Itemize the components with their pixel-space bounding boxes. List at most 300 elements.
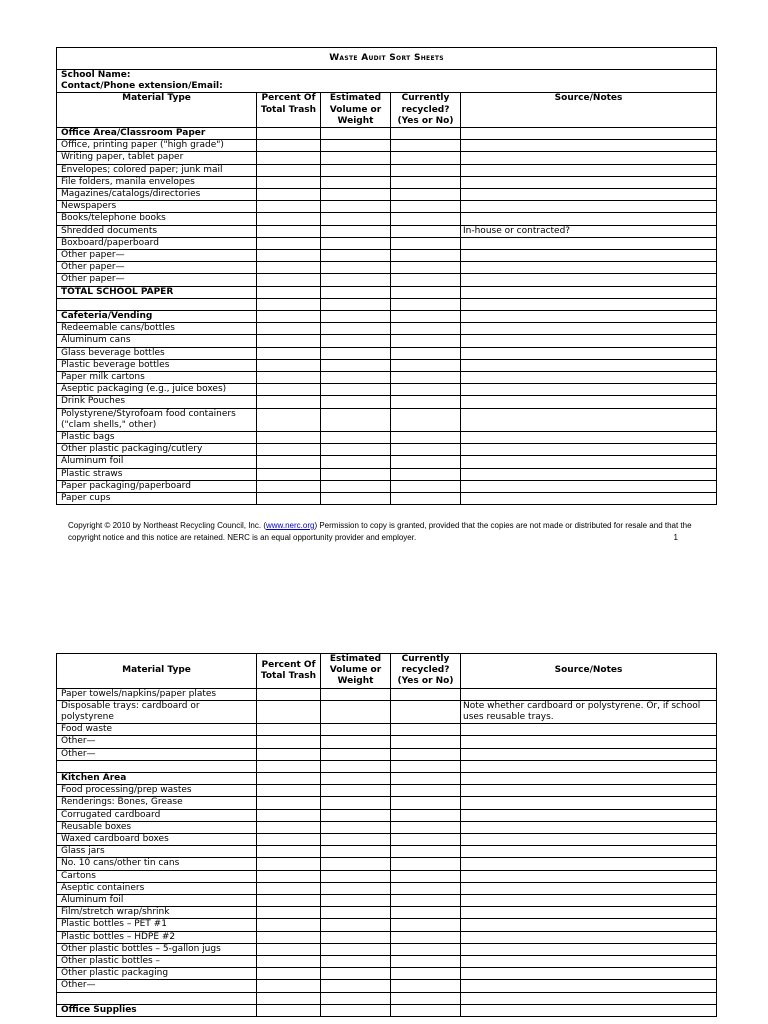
estimated-cell[interactable] <box>321 323 391 335</box>
notes-cell[interactable] <box>461 943 717 955</box>
percent-cell[interactable] <box>257 444 321 456</box>
notes-cell[interactable] <box>461 213 717 225</box>
estimated-cell[interactable] <box>321 444 391 456</box>
notes-cell[interactable] <box>461 760 717 772</box>
notes-cell[interactable] <box>461 907 717 919</box>
percent-cell[interactable] <box>257 225 321 237</box>
recycled-cell[interactable] <box>391 907 461 919</box>
percent-cell[interactable] <box>257 237 321 249</box>
percent-cell[interactable] <box>257 980 321 992</box>
recycled-cell[interactable] <box>391 1004 461 1016</box>
notes-cell[interactable] <box>461 347 717 359</box>
sort-sheet-table-1 <box>56 47 717 505</box>
notes-cell[interactable] <box>461 797 717 809</box>
recycled-cell[interactable] <box>391 189 461 201</box>
percent-cell[interactable] <box>257 176 321 188</box>
material-label: Corrugated cardboard <box>57 809 257 821</box>
col-estimated: Estimated Volume or Weight <box>321 93 391 128</box>
material-label <box>57 760 257 772</box>
estimated-cell[interactable] <box>321 128 391 140</box>
estimated-cell[interactable] <box>321 164 391 176</box>
recycled-cell[interactable] <box>391 225 461 237</box>
table-row <box>57 834 717 846</box>
estimated-cell[interactable] <box>321 858 391 870</box>
notes-cell[interactable]: Note whether cardboard or polystyrene. Or, if school uses reusable trays. <box>461 700 717 723</box>
table-row <box>57 298 717 310</box>
material-label: Paper towels/napkins/paper plates <box>57 688 257 700</box>
notes-cell[interactable] <box>461 286 717 298</box>
table-row <box>57 760 717 772</box>
percent-cell[interactable] <box>257 931 321 943</box>
notes-cell[interactable] <box>461 821 717 833</box>
table-row <box>57 688 717 700</box>
notes-cell[interactable] <box>461 128 717 140</box>
notes-cell[interactable] <box>461 444 717 456</box>
recycled-cell[interactable] <box>391 359 461 371</box>
percent-cell[interactable] <box>257 834 321 846</box>
table-row <box>57 956 717 968</box>
col-estimated: Estimated Volume or Weight <box>321 654 391 689</box>
recycled-cell[interactable] <box>391 943 461 955</box>
notes-cell[interactable] <box>461 1004 717 1016</box>
estimated-cell[interactable] <box>321 785 391 797</box>
notes-cell[interactable] <box>461 250 717 262</box>
recycled-cell[interactable] <box>391 931 461 943</box>
material-label: Film/stretch wrap/shrink <box>57 907 257 919</box>
recycled-cell[interactable] <box>391 152 461 164</box>
material-label: Waxed cardboard boxes <box>57 834 257 846</box>
section-heading: Office Area/Classroom Paper <box>57 128 257 140</box>
recycled-cell[interactable] <box>391 834 461 846</box>
recycled-cell[interactable] <box>391 493 461 505</box>
estimated-cell[interactable] <box>321 468 391 480</box>
material-label: Aluminum cans <box>57 335 257 347</box>
estimated-cell[interactable] <box>321 943 391 955</box>
percent-cell[interactable] <box>257 846 321 858</box>
estimated-cell[interactable] <box>321 748 391 760</box>
recycled-cell[interactable] <box>391 140 461 152</box>
estimated-cell[interactable] <box>321 359 391 371</box>
percent-cell[interactable] <box>257 907 321 919</box>
recycled-cell[interactable] <box>391 250 461 262</box>
notes-cell[interactable] <box>461 785 717 797</box>
percent-cell[interactable] <box>257 992 321 1004</box>
section-row <box>57 286 717 298</box>
estimated-cell[interactable] <box>321 372 391 384</box>
recycled-cell[interactable] <box>391 335 461 347</box>
table-row <box>57 396 717 408</box>
material-label: Office, printing paper ("high grade") <box>57 140 257 152</box>
estimated-cell[interactable] <box>321 809 391 821</box>
percent-cell[interactable] <box>257 213 321 225</box>
notes-cell[interactable] <box>461 968 717 980</box>
percent-cell[interactable] <box>257 748 321 760</box>
table-row <box>57 797 717 809</box>
percent-cell[interactable] <box>257 797 321 809</box>
table-row <box>57 907 717 919</box>
estimated-cell[interactable] <box>321 992 391 1004</box>
estimated-cell[interactable] <box>321 700 391 723</box>
material-label <box>57 298 257 310</box>
estimated-cell[interactable] <box>321 980 391 992</box>
estimated-cell[interactable] <box>321 907 391 919</box>
notes-cell[interactable] <box>461 480 717 492</box>
estimated-cell[interactable] <box>321 821 391 833</box>
recycled-cell[interactable] <box>391 480 461 492</box>
notes-cell[interactable] <box>461 809 717 821</box>
estimated-cell[interactable] <box>321 274 391 286</box>
estimated-cell[interactable] <box>321 408 391 431</box>
recycled-cell[interactable] <box>391 164 461 176</box>
section-row <box>57 128 717 140</box>
estimated-cell[interactable] <box>321 152 391 164</box>
percent-cell[interactable] <box>257 760 321 772</box>
material-label: Other plastic packaging <box>57 968 257 980</box>
sort-sheet-page-1 <box>56 47 716 505</box>
percent-cell[interactable] <box>257 700 321 723</box>
recycled-cell[interactable] <box>391 748 461 760</box>
recycled-cell[interactable] <box>391 882 461 894</box>
notes-cell[interactable] <box>461 237 717 249</box>
percent-cell[interactable] <box>257 870 321 882</box>
recycled-cell[interactable] <box>391 311 461 323</box>
notes-cell[interactable] <box>461 396 717 408</box>
recycled-cell[interactable] <box>391 700 461 723</box>
percent-cell[interactable] <box>257 152 321 164</box>
percent-cell[interactable] <box>257 1004 321 1016</box>
recycled-cell[interactable] <box>391 444 461 456</box>
percent-cell[interactable] <box>257 456 321 468</box>
recycled-cell[interactable] <box>391 846 461 858</box>
recycled-cell[interactable] <box>391 347 461 359</box>
recycled-cell[interactable] <box>391 372 461 384</box>
col-notes: Source/Notes <box>461 654 717 689</box>
material-label: Writing paper, tablet paper <box>57 152 257 164</box>
percent-cell[interactable] <box>257 262 321 274</box>
notes-cell[interactable] <box>461 493 717 505</box>
copyright-text-pre: Copyright © 2010 by Northeast Recycling Council, Inc. ( <box>68 521 266 530</box>
recycled-cell[interactable] <box>391 396 461 408</box>
percent-cell[interactable] <box>257 384 321 396</box>
estimated-cell[interactable] <box>321 760 391 772</box>
recycled-cell[interactable] <box>391 870 461 882</box>
estimated-cell[interactable] <box>321 797 391 809</box>
estimated-cell[interactable] <box>321 736 391 748</box>
notes-cell[interactable] <box>461 311 717 323</box>
estimated-cell[interactable] <box>321 1004 391 1016</box>
notes-cell[interactable] <box>461 298 717 310</box>
recycled-cell[interactable] <box>391 785 461 797</box>
notes-cell[interactable] <box>461 919 717 931</box>
estimated-cell[interactable] <box>321 773 391 785</box>
table-row <box>57 140 717 152</box>
recycled-cell[interactable] <box>391 468 461 480</box>
notes-cell[interactable] <box>461 359 717 371</box>
material-label: Paper cups <box>57 493 257 505</box>
estimated-cell[interactable] <box>321 286 391 298</box>
notes-cell[interactable] <box>461 335 717 347</box>
estimated-cell[interactable] <box>321 480 391 492</box>
recycled-cell[interactable] <box>391 797 461 809</box>
notes-cell[interactable] <box>461 152 717 164</box>
table-row <box>57 189 717 201</box>
material-label: Other plastic packaging/cutlery <box>57 444 257 456</box>
material-label: File folders, manila envelopes <box>57 176 257 188</box>
recycled-cell[interactable] <box>391 980 461 992</box>
recycled-cell[interactable] <box>391 809 461 821</box>
table-row <box>57 432 717 444</box>
recycled-cell[interactable] <box>391 408 461 431</box>
percent-cell[interactable] <box>257 943 321 955</box>
percent-cell[interactable] <box>257 274 321 286</box>
table-row <box>57 919 717 931</box>
recycled-cell[interactable] <box>391 956 461 968</box>
notes-cell[interactable] <box>461 956 717 968</box>
recycled-cell[interactable] <box>391 724 461 736</box>
copyright-text-post: ) Permission to copy is granted, provided that the copies are not made or distributed for resale and that the copyright notice and this notice are retained. NERC is an equal opportunity provider and employer. <box>68 521 692 542</box>
notes-cell[interactable] <box>461 895 717 907</box>
notes-cell[interactable] <box>461 323 717 335</box>
table-row <box>57 274 717 286</box>
table-row <box>57 335 717 347</box>
notes-cell[interactable] <box>461 164 717 176</box>
section-row <box>57 1004 717 1016</box>
notes-cell[interactable] <box>461 931 717 943</box>
notes-cell[interactable] <box>461 736 717 748</box>
material-label: Plastic beverage bottles <box>57 359 257 371</box>
notes-cell[interactable] <box>461 176 717 188</box>
estimated-cell[interactable] <box>321 140 391 152</box>
estimated-cell[interactable] <box>321 882 391 894</box>
section-row <box>57 773 717 785</box>
percent-cell[interactable] <box>257 480 321 492</box>
percent-cell[interactable] <box>257 311 321 323</box>
table-row <box>57 858 717 870</box>
estimated-cell[interactable] <box>321 225 391 237</box>
percent-cell[interactable] <box>257 201 321 213</box>
notes-cell[interactable] <box>461 189 717 201</box>
material-label: Polystyrene/Styrofoam food containers ("clam shells," other) <box>57 408 257 431</box>
percent-cell[interactable] <box>257 408 321 431</box>
recycled-cell[interactable] <box>391 992 461 1004</box>
estimated-cell[interactable] <box>321 493 391 505</box>
percent-cell[interactable] <box>257 189 321 201</box>
notes-cell[interactable] <box>461 456 717 468</box>
notes-cell[interactable] <box>461 201 717 213</box>
estimated-cell[interactable] <box>321 895 391 907</box>
notes-cell[interactable] <box>461 846 717 858</box>
percent-cell[interactable] <box>257 335 321 347</box>
material-label: Drink Pouches <box>57 396 257 408</box>
recycled-cell[interactable] <box>391 773 461 785</box>
notes-cell[interactable] <box>461 834 717 846</box>
notes-cell[interactable] <box>461 858 717 870</box>
percent-cell[interactable] <box>257 736 321 748</box>
notes-cell[interactable] <box>461 773 717 785</box>
estimated-cell[interactable] <box>321 956 391 968</box>
material-label <box>57 992 257 1004</box>
recycled-cell[interactable] <box>391 213 461 225</box>
sheet-title: Waste Audit Sort Sheets <box>57 48 717 70</box>
estimated-cell[interactable] <box>321 834 391 846</box>
percent-cell[interactable] <box>257 359 321 371</box>
col-percent: Percent Of Total Trash <box>257 654 321 689</box>
notes-cell[interactable] <box>461 262 717 274</box>
estimated-cell[interactable] <box>321 919 391 931</box>
table-row <box>57 444 717 456</box>
percent-cell[interactable] <box>257 468 321 480</box>
estimated-cell[interactable] <box>321 396 391 408</box>
percent-cell[interactable] <box>257 724 321 736</box>
estimated-cell[interactable] <box>321 968 391 980</box>
recycled-cell[interactable] <box>391 298 461 310</box>
recycled-cell[interactable] <box>391 919 461 931</box>
material-label: Food waste <box>57 724 257 736</box>
notes-cell[interactable] <box>461 748 717 760</box>
notes-cell[interactable] <box>461 870 717 882</box>
estimated-cell[interactable] <box>321 201 391 213</box>
copyright-footer <box>68 520 718 543</box>
material-label: Aseptic packaging (e.g., juice boxes) <box>57 384 257 396</box>
recycled-cell[interactable] <box>391 895 461 907</box>
recycled-cell[interactable] <box>391 176 461 188</box>
percent-cell[interactable] <box>257 298 321 310</box>
percent-cell[interactable] <box>257 493 321 505</box>
percent-cell[interactable] <box>257 968 321 980</box>
recycled-cell[interactable] <box>391 760 461 772</box>
table-row <box>57 408 717 431</box>
estimated-cell[interactable] <box>321 384 391 396</box>
percent-cell[interactable] <box>257 164 321 176</box>
estimated-cell[interactable] <box>321 189 391 201</box>
estimated-cell[interactable] <box>321 688 391 700</box>
school-info[interactable] <box>57 70 717 93</box>
percent-cell[interactable] <box>257 773 321 785</box>
material-label: Other— <box>57 748 257 760</box>
material-label: Books/telephone books <box>57 213 257 225</box>
estimated-cell[interactable] <box>321 335 391 347</box>
notes-cell[interactable] <box>461 980 717 992</box>
recycled-cell[interactable] <box>391 128 461 140</box>
recycled-cell[interactable] <box>391 384 461 396</box>
table-row <box>57 176 717 188</box>
material-label: Redeemable cans/bottles <box>57 323 257 335</box>
notes-cell[interactable] <box>461 408 717 431</box>
estimated-cell[interactable] <box>321 250 391 262</box>
percent-cell[interactable] <box>257 128 321 140</box>
recycled-cell[interactable] <box>391 262 461 274</box>
recycled-cell[interactable] <box>391 237 461 249</box>
table-row <box>57 870 717 882</box>
material-label: Plastic bags <box>57 432 257 444</box>
estimated-cell[interactable] <box>321 724 391 736</box>
estimated-cell[interactable] <box>321 176 391 188</box>
estimated-cell[interactable] <box>321 347 391 359</box>
percent-cell[interactable] <box>257 785 321 797</box>
percent-cell[interactable] <box>257 140 321 152</box>
material-label: Other paper— <box>57 250 257 262</box>
notes-cell[interactable] <box>461 384 717 396</box>
notes-cell[interactable]: In-house or contracted? <box>461 225 717 237</box>
recycled-cell[interactable] <box>391 201 461 213</box>
sort-sheet-page-2 <box>56 653 716 1017</box>
percent-cell[interactable] <box>257 919 321 931</box>
percent-cell[interactable] <box>257 688 321 700</box>
percent-cell[interactable] <box>257 347 321 359</box>
notes-cell[interactable] <box>461 140 717 152</box>
estimated-cell[interactable] <box>321 237 391 249</box>
nerc-link[interactable]: www.nerc.org <box>265 521 315 530</box>
recycled-cell[interactable] <box>391 968 461 980</box>
percent-cell[interactable] <box>257 858 321 870</box>
recycled-cell[interactable] <box>391 688 461 700</box>
percent-cell[interactable] <box>257 895 321 907</box>
percent-cell[interactable] <box>257 323 321 335</box>
recycled-cell[interactable] <box>391 821 461 833</box>
table-row <box>57 213 717 225</box>
section-heading: Office Supplies <box>57 1004 257 1016</box>
material-label: Shredded documents <box>57 225 257 237</box>
recycled-cell[interactable] <box>391 858 461 870</box>
estimated-cell[interactable] <box>321 298 391 310</box>
recycled-cell[interactable] <box>391 274 461 286</box>
percent-cell[interactable] <box>257 372 321 384</box>
percent-cell[interactable] <box>257 882 321 894</box>
estimated-cell[interactable] <box>321 432 391 444</box>
notes-cell[interactable] <box>461 274 717 286</box>
estimated-cell[interactable] <box>321 213 391 225</box>
recycled-cell[interactable] <box>391 286 461 298</box>
percent-cell[interactable] <box>257 286 321 298</box>
notes-cell[interactable] <box>461 992 717 1004</box>
material-label: Plastic bottles – HDPE #2 <box>57 931 257 943</box>
estimated-cell[interactable] <box>321 931 391 943</box>
table-row <box>57 493 717 505</box>
recycled-cell[interactable] <box>391 456 461 468</box>
notes-cell[interactable] <box>461 724 717 736</box>
estimated-cell[interactable] <box>321 846 391 858</box>
material-label: Glass beverage bottles <box>57 347 257 359</box>
material-label: Magazines/catalogs/directories <box>57 189 257 201</box>
notes-cell[interactable] <box>461 688 717 700</box>
notes-cell[interactable] <box>461 432 717 444</box>
percent-cell[interactable] <box>257 432 321 444</box>
estimated-cell[interactable] <box>321 311 391 323</box>
estimated-cell[interactable] <box>321 262 391 274</box>
percent-cell[interactable] <box>257 396 321 408</box>
recycled-cell[interactable] <box>391 736 461 748</box>
percent-cell[interactable] <box>257 821 321 833</box>
notes-cell[interactable] <box>461 882 717 894</box>
estimated-cell[interactable] <box>321 456 391 468</box>
table-row <box>57 152 717 164</box>
sort-sheet-table-2 <box>56 653 717 1017</box>
recycled-cell[interactable] <box>391 323 461 335</box>
percent-cell[interactable] <box>257 250 321 262</box>
material-label: Renderings: Bones, Grease <box>57 797 257 809</box>
page-number: 1 <box>673 532 678 542</box>
col-percent: Percent Of Total Trash <box>257 93 321 128</box>
table-row <box>57 347 717 359</box>
estimated-cell[interactable] <box>321 870 391 882</box>
notes-cell[interactable] <box>461 468 717 480</box>
notes-cell[interactable] <box>461 372 717 384</box>
percent-cell[interactable] <box>257 956 321 968</box>
recycled-cell[interactable] <box>391 432 461 444</box>
material-label: Other paper— <box>57 274 257 286</box>
table-row <box>57 980 717 992</box>
percent-cell[interactable] <box>257 809 321 821</box>
